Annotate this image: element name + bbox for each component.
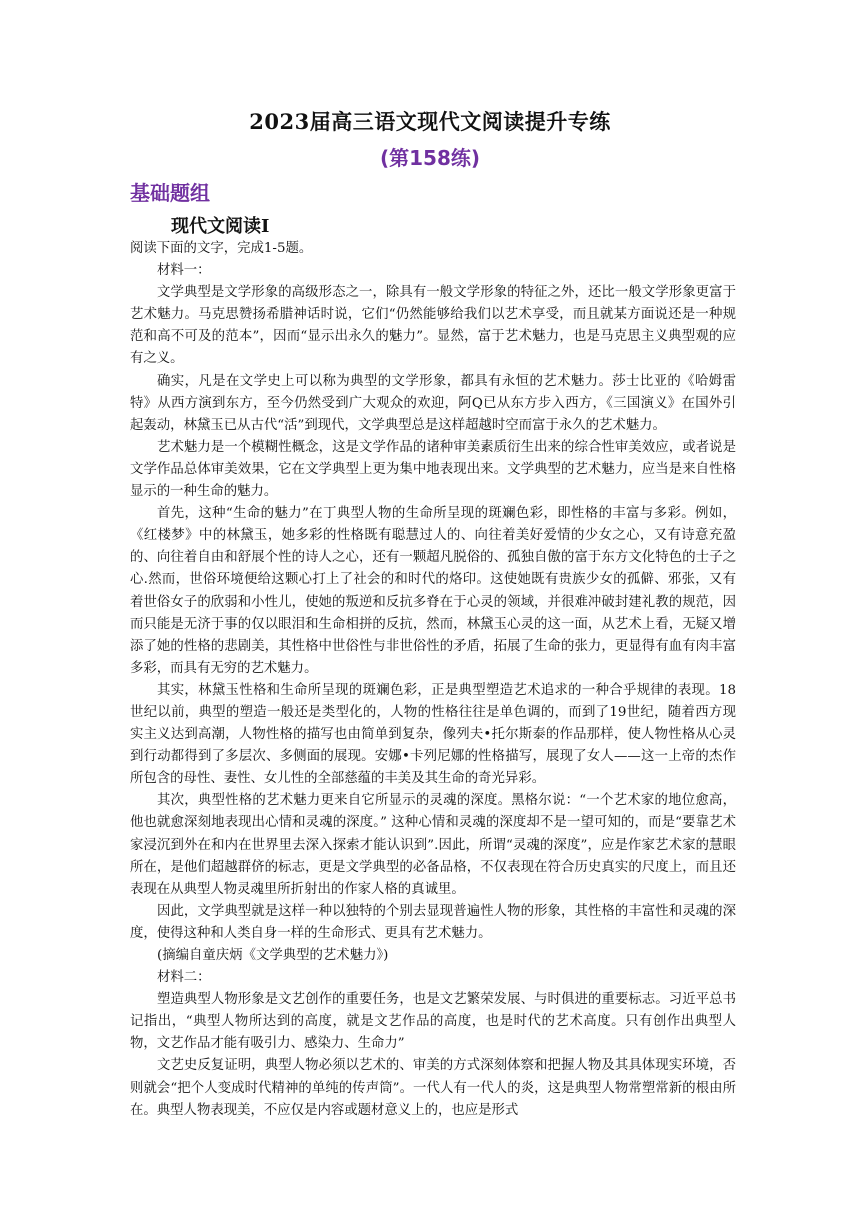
paragraph: 其次，典型性格的艺术魅力更来自它所显示的灵魂的深度。黑格尔说：“一个艺术家的地位愈高，他也就愈深刻地表现出心情和灵魂的深度。” 这种心情和灵魂的深度却不是一望可知的，而是“要靠艺术家浸沉到外在和内在世界里去深入探索才能认识到”.因此，所谓“灵魂的深度”，应是作家艺术家的慧眼所在，是他们超越群侪的标志，更是文学典型的必备品格，不仅表现在符合历史真实的尺度上，而且还表现在从典型人物灵魂里所折射出的作家人格的真诚里。 [130,793,736,897]
section-heading: 基础题组 [130,181,210,205]
instruction-text: 阅读下面的文字，完成1-5题。 [130,241,313,256]
paragraph: 文艺史反复证明，典型人物必须以艺术的、审美的方式深刻体察和把握人物及其具体现实环境，否则就会“把个人变成时代精神的单纯的传声筒”。一代人有一代人的炎，这是典型人物常塑常新的根由所在。典型人物表现美，不应仅是内容或题材意义上的，也应是形式 [130,1058,736,1118]
paragraph: 其实，林黛玉性格和生命所呈现的斑斓色彩，正是典型塑造艺术追求的一种合乎规律的表现。18世纪以前，典型的塑造一般还是类型化的，人物的性格往往是单色调的，而到了19世纪，随着西方现实主义达到高潮，人物性格的描写也由简单到复杂，像列夫•托尔斯泰的作品那样，使人物性格从心灵到行动都得到了多层次、多侧面的展现。安娜•卡列尼娜的性格描写，展现了女人——这一上帝的杰作所包含的母性、妻性、女儿性的全部慈蕴的丰美及其生命的奇光异彩。 [130,682,736,787]
document-subtitle: (第158练) [379,146,481,170]
material-two-label: 材料二： [157,970,211,986]
document-title: 2023届高三语文现代文阅读提升专练 [249,109,611,134]
paragraph: 首先，这种“生命的魅力”在丁典型人物的生命所呈现的斑斓色彩，即性格的丰富与多彩。例如，《红楼梦》中的林黛玉，她多彩的性格既有聪慧过人的、向往着美好爱情的少女之心，又有诗意充盈的、向往着自由和舒展个性的诗人之心，还有一颗超凡脱俗的、孤独自傲的富于东方文化特色的士子之心.然而，世俗环境便给这颗心打上了社会的和时代的烙印。这使她既有贵族少女的孤僻、邪张，又有着世俗女子的欣弱和小性儿，使她的叛逆和反抗多脊在于心灵的领域，并很难冲破封建礼教的规范，因而只能是无济于事的仅以眼泪和生命相拼的反抗，然而，林黛玉心灵的这一面，从艺术上看，无疑又增添了她的性格的悲剧美，其性格中世俗性与非世俗性的矛盾，拓展了生命的张力，更显得有血有肉丰富多彩，而具有无穷的艺术魅力。 [130,506,736,676]
source-citation: (摘编自童庆炳《文学典型的艺术魅力》) [157,948,389,963]
material-one-label: 材料一： [157,263,211,279]
subsection-heading: 现代文阅读Ⅰ [171,216,270,237]
paragraph: 文学典型是文学形象的高级形态之一，除具有一般文学形象的特征之外，还比一般文学形象更富于艺术魅力。马克思赞扬希腊神话时说，它们“仍然能够给我们以艺术享受，而且就某方面说还是一种规范和高不可及的范本”，因而“显示出永久的魅力”。显然，富于艺术魅力，也是马克思主义典型观的应有之义。 [130,285,736,367]
paragraph: 塑造典型人物形象是文艺创作的重要任务，也是文艺繁荣发展、与时俱进的重要标志。习近平总书记指出，“典型人物所达到的高度，就是文艺作品的高度，也是时代的艺术高度。只有创作出典型人物，文艺作品才能有吸引力、感染力、生命力” [130,992,736,1052]
paragraph: 确实，凡是在文学史上可以称为典型的文学形象，都具有永恒的艺术魅力。莎士比亚的《哈姆雷特》从西方演到东方，至今仍然受到广大观众的欢迎，阿Q已从东方步入西方，《三国演义》在国外引起轰动，林黛玉已从古代“活”到现代，文学典型总是这样超越时空而富于永久的艺术魅力。 [130,373,736,433]
paragraph: 因此，文学典型就是这样一种以独特的个别去显现普遍性人物的形象，其性格的丰富性和灵魂的深度，使得这种和人类自身一样的生命形式、更具有艺术魅力。 [130,903,736,941]
paragraph: 艺术魅力是一个模糊性概念，这是文学作品的诸种审美素质衍生出来的综合性审美效应，或者说是文学作品总体审美效果，它在文学典型上更为集中地表现出来。文学典型的艺术魅力，应当是来自性格显示的一种生命的魅力。 [130,439,736,500]
reading-passage [130,238,736,1122]
